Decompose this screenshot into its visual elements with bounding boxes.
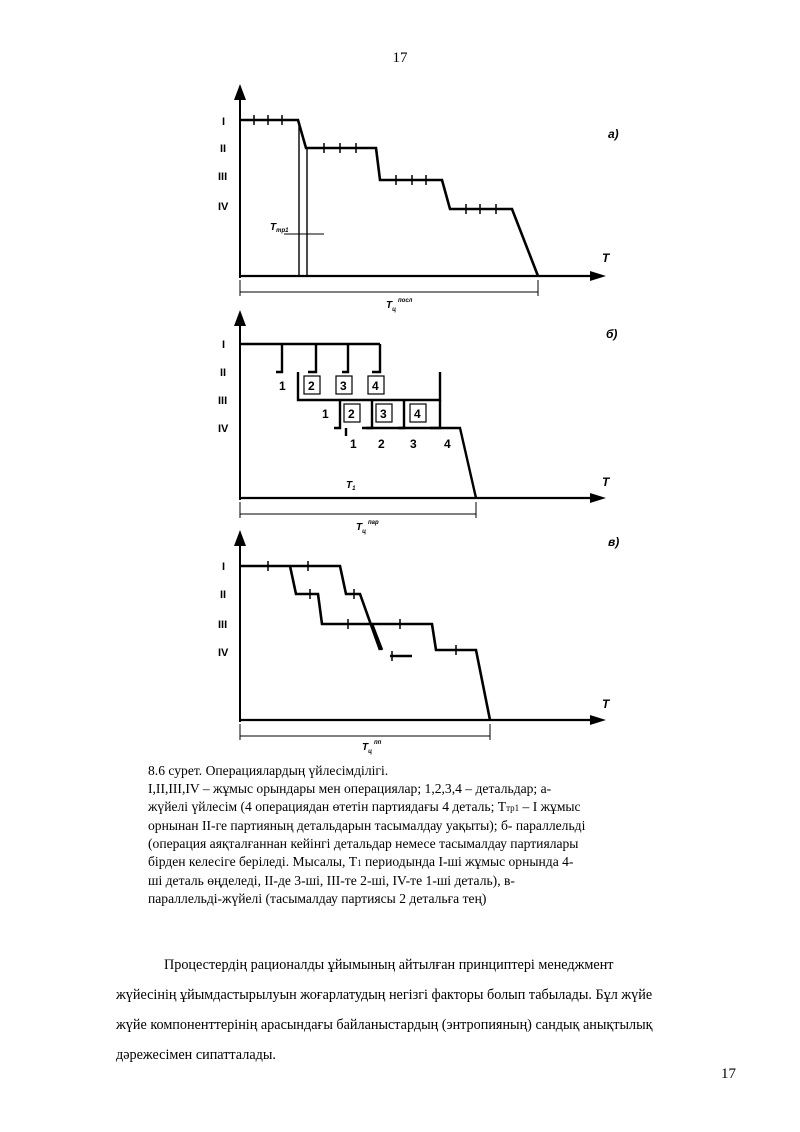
body-line-3: жүйе компоненттерінің арасындағы байланыстардың (энтропияның) сандық анықтылық (116, 1017, 653, 1033)
panel-b-letter: б) (606, 327, 618, 341)
panel-a-row-2: II (220, 143, 227, 155)
panel-a-row-3: III (218, 171, 228, 183)
panel-a-axis-label: T (602, 251, 610, 265)
panel-c-span-label: $T_ц^{пп}$ (362, 740, 382, 755)
caption-title: 8.6 сурет. Операциялардың үйлесімділігі. (148, 763, 389, 778)
caption-line-7: параллельді-жүйелі (тасымалдау партиясы 2 детальға тең) (148, 891, 487, 906)
panel-b (218, 310, 617, 535)
panel-c-steps (240, 566, 490, 720)
panel-c-row-4: IV (218, 647, 229, 659)
panel-b-detail-r4-3: 3 (410, 437, 417, 451)
panel-b-row-1: I (222, 339, 226, 351)
panel-a-row-1: I (222, 116, 226, 128)
body-line-4: дәрежесімен сипатталады. (116, 1047, 276, 1063)
panel-a-y-arrow (234, 84, 246, 100)
panel-c-row-2: II (220, 589, 227, 601)
panel-b-row-3: III (218, 395, 228, 407)
panel-b-detail-r2-1: 1 (279, 379, 286, 393)
body-line-1: Процестердің рационалды ұйымының айтылған принциптері менеджмент (164, 957, 614, 973)
panel-c-y-arrow (234, 530, 246, 546)
body-paragraph (116, 950, 748, 1070)
panel-b-detail-r2-4: 4 (372, 379, 379, 393)
panel-b-x-arrow (590, 493, 606, 503)
panel-c-x-arrow (590, 715, 606, 725)
panel-b-detail-r2-2: 2 (308, 379, 315, 393)
panel-c-row-3: III (218, 619, 228, 631)
caption-line-1: I,II,III,IV – жұмыс орындары мен операциялар; 1,2,3,4 – детальдар; а- (148, 781, 552, 796)
panel-c-row-1: I (222, 561, 226, 573)
body-line-2: жүйесінің ұйымдастырылуын жоғарлатудың негізгі факторы болып табылады. Бұл жүйе (116, 987, 653, 1003)
panel-b-period-label: $T_1$ (346, 480, 356, 492)
panel-b-axis-label: T (602, 475, 610, 489)
panel-a-row-4: IV (218, 201, 229, 213)
panel-c-axis-label: T (602, 697, 610, 711)
panel-a-ticks (254, 115, 496, 214)
caption-line-2: жүйелі үйлесім (4 операциядан өтетін партиядағы 4 деталь; Ттр1 – I жұмыс (148, 799, 581, 814)
panel-c (218, 530, 619, 755)
panel-b-detail-r2-3: 3 (340, 379, 347, 393)
panel-b-row-4: IV (218, 423, 229, 435)
page-number-bottom: 17 (721, 1066, 736, 1082)
panel-b-row-2: II (220, 367, 227, 379)
panel-a-staircase (240, 120, 538, 276)
panel-b-span-label: $T_ц^{пар}$ (356, 520, 379, 535)
panel-a-letter: а) (608, 127, 619, 141)
panel-c-letter: в) (608, 535, 620, 549)
caption-line-5: бірден келесіге беріледі. Мысалы, Т1 периодында I-ші жұмыс орнында 4- (148, 854, 574, 869)
panel-a-x-arrow (590, 271, 606, 281)
panel-c-ticks (268, 561, 456, 661)
panel-a (218, 84, 619, 313)
caption-line-3: орнынан II-ге партияның детальдарын тасымалдау уақыты); б- параллельді (148, 818, 586, 833)
panel-b-detail-r4-2: 2 (378, 437, 385, 451)
panel-b-detail-r4-4: 4 (444, 437, 451, 451)
panel-b-detail-r3-3: 3 (380, 407, 387, 421)
page-number-top: 17 (392, 50, 408, 66)
panel-b-detail-r4-1: 1 (350, 437, 357, 451)
panel-a-span-label: $T_ц^{посл}$ (386, 298, 413, 313)
figure-caption (148, 762, 688, 908)
panel-b-detail-r3-2: 2 (348, 407, 355, 421)
panel-a-transfer-label: $T_{тр1}$ (270, 222, 289, 234)
caption-line-4: (операция аяқталғаннан кейінгі детальдар немесе тасымалдау партиялары (148, 836, 579, 851)
caption-line-6: ші деталь өңделеді, II-де 3-ші, III-те 2-ші, IV-те 1-ші деталь), в- (148, 873, 515, 888)
panel-b-y-arrow (234, 310, 246, 326)
panel-b-detail-r3-1: 1 (322, 407, 329, 421)
panel-b-detail-r3-4: 4 (414, 407, 421, 421)
